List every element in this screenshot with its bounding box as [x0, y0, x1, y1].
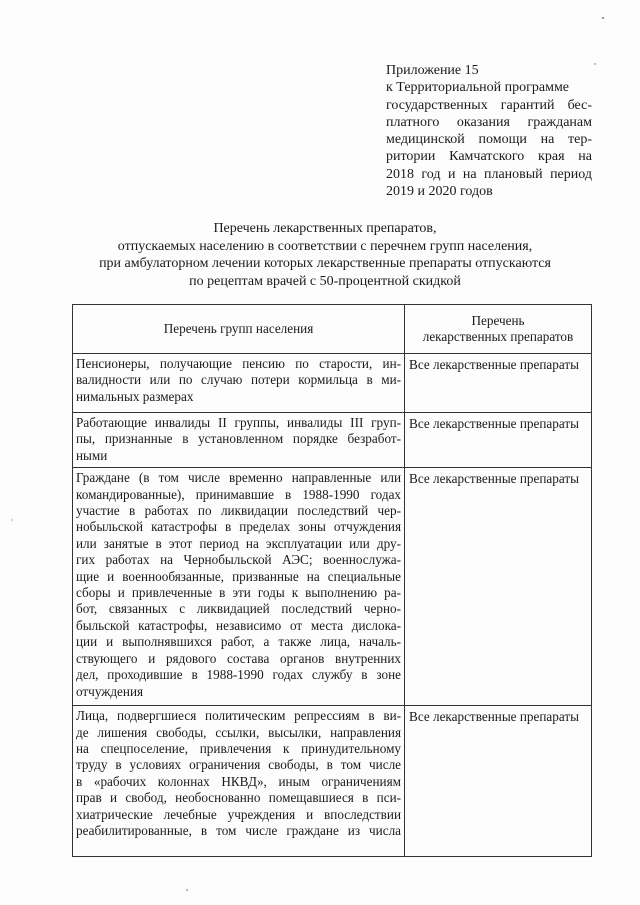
appendix-note: [386, 62, 592, 200]
appendix-line: к Территориальной программе: [386, 80, 570, 96]
group-text-line: пы, признанные в установленном порядке безработ-: [76, 431, 402, 447]
appendix-line: платного оказания гражданам: [386, 114, 592, 130]
header-drugs: [405, 305, 592, 354]
header-groups: [73, 305, 405, 354]
group-text-line: Пенсионеры, получающие пенсию по старости, ин-: [76, 356, 402, 371]
group-text-line: Лица, подвергшиеся политическим репрессиям в ви-: [76, 708, 402, 724]
group-text-line: хиатрические лечебные учреждения и впоследствии: [76, 806, 402, 822]
group-cell: [73, 468, 405, 706]
drugs-text: Все лекарственные препараты: [409, 471, 579, 487]
group-text-line: прав и свобод, необоснованно помещавшиеся в пси-: [76, 790, 402, 806]
group-text-line: Работающие инвалиды II группы, инвалиды III груп-: [76, 415, 402, 430]
title-line: при амбулаторном лечении которых лекарственные препараты отпускаются: [99, 256, 551, 271]
drugs-text: Все лекарственные препараты: [409, 416, 579, 431]
group-text-line: на спецпоселение, привлечения к принудительному: [76, 741, 402, 757]
table-row: [73, 413, 592, 468]
header-drugs-line: Перечень: [471, 312, 525, 328]
table-row: [73, 354, 592, 413]
group-text-line: нобыльской катастрофы в пределах зоны отчуждения: [76, 519, 402, 535]
table-header-row: [73, 305, 592, 354]
group-text-line: валидности или по случаю потери кормильца в ми-: [76, 372, 402, 388]
drug-list-table: [72, 304, 592, 857]
group-text-line: участие в работах по ликвидации последствий чер-: [76, 503, 402, 519]
title-line: по рецептам врачей с 50-процентной скидкой: [189, 273, 461, 289]
group-text-line: быльской катастрофы, независимо от места дислока-: [76, 617, 402, 633]
appendix-line: 2018 год и на плановый период: [386, 166, 592, 182]
group-text-line: или занятые в этот период на эксплуатации или дру-: [76, 535, 402, 551]
group-text-line: в «рабочих колоннах НКВД», иным ограничениям: [76, 773, 402, 789]
group-cell: [73, 413, 405, 468]
appendix-line: 2019 и 2020 годов: [386, 184, 493, 200]
group-text-line: щие и военнообязанные, призванные на специальные: [76, 568, 402, 584]
title-line: отпускаемых населению в соответствии с перечнем групп населения,: [117, 238, 533, 254]
group-text-line: де лишения свободы, ссылки, высылки, направления: [76, 724, 402, 740]
group-text-line: сборы и привлеченные в эти годы к выполнению ра-: [76, 585, 402, 601]
drugs-text: Все лекарственные препараты: [409, 709, 579, 725]
table-row: [73, 706, 592, 857]
group-text-line: командированные), принимавшие в 1988-1990 годах: [76, 486, 402, 502]
appendix-line: ритории Камчатского края на: [386, 149, 592, 165]
drugs-text: Все лекарственные препараты: [409, 357, 579, 372]
appendix-line: медицинской помощи на тер-: [386, 132, 592, 148]
group-text-line: нимальных размерах: [76, 388, 194, 404]
drugs-cell: [405, 468, 592, 706]
drugs-cell: [405, 706, 592, 857]
header-drugs-line: лекарственных препаратов: [422, 329, 574, 344]
group-cell: [73, 354, 405, 413]
title-line: Перечень лекарственных препаратов,: [213, 221, 437, 236]
group-text-line: отчуждения: [76, 683, 144, 699]
document-title: [60, 220, 590, 290]
drugs-cell: [405, 413, 592, 468]
header-groups-label: Перечень групп населения: [163, 320, 314, 336]
drugs-cell: [405, 354, 592, 413]
group-text-line: ствующего и рядового состава органов внутренних: [76, 650, 402, 666]
appendix-line: государственных гарантий бес-: [386, 97, 592, 113]
group-text-line: гих работах на Чернобыльской АЭС; военнослужа-: [76, 552, 402, 568]
group-text-line: дел, проходившие в 1988-1990 годах службу в зоне: [76, 667, 402, 683]
group-text-line: ными: [76, 447, 108, 463]
appendix-line: Приложение 15: [386, 63, 479, 78]
group-text-line: бот, связанных с ликвидацией последствий черно-: [76, 601, 402, 617]
group-text-line: Граждане (в том числе временно направленные или: [76, 470, 402, 486]
group-text-line: труду в условиях ограничения свободы, в том числе: [76, 757, 402, 773]
group-text-line: ции и выполнявшихся работ, а также лица, началь-: [76, 634, 402, 650]
group-text-line: реабилитированные, в том числе граждане из числа: [76, 823, 402, 839]
table-row: [73, 468, 592, 706]
group-cell: [73, 706, 405, 857]
